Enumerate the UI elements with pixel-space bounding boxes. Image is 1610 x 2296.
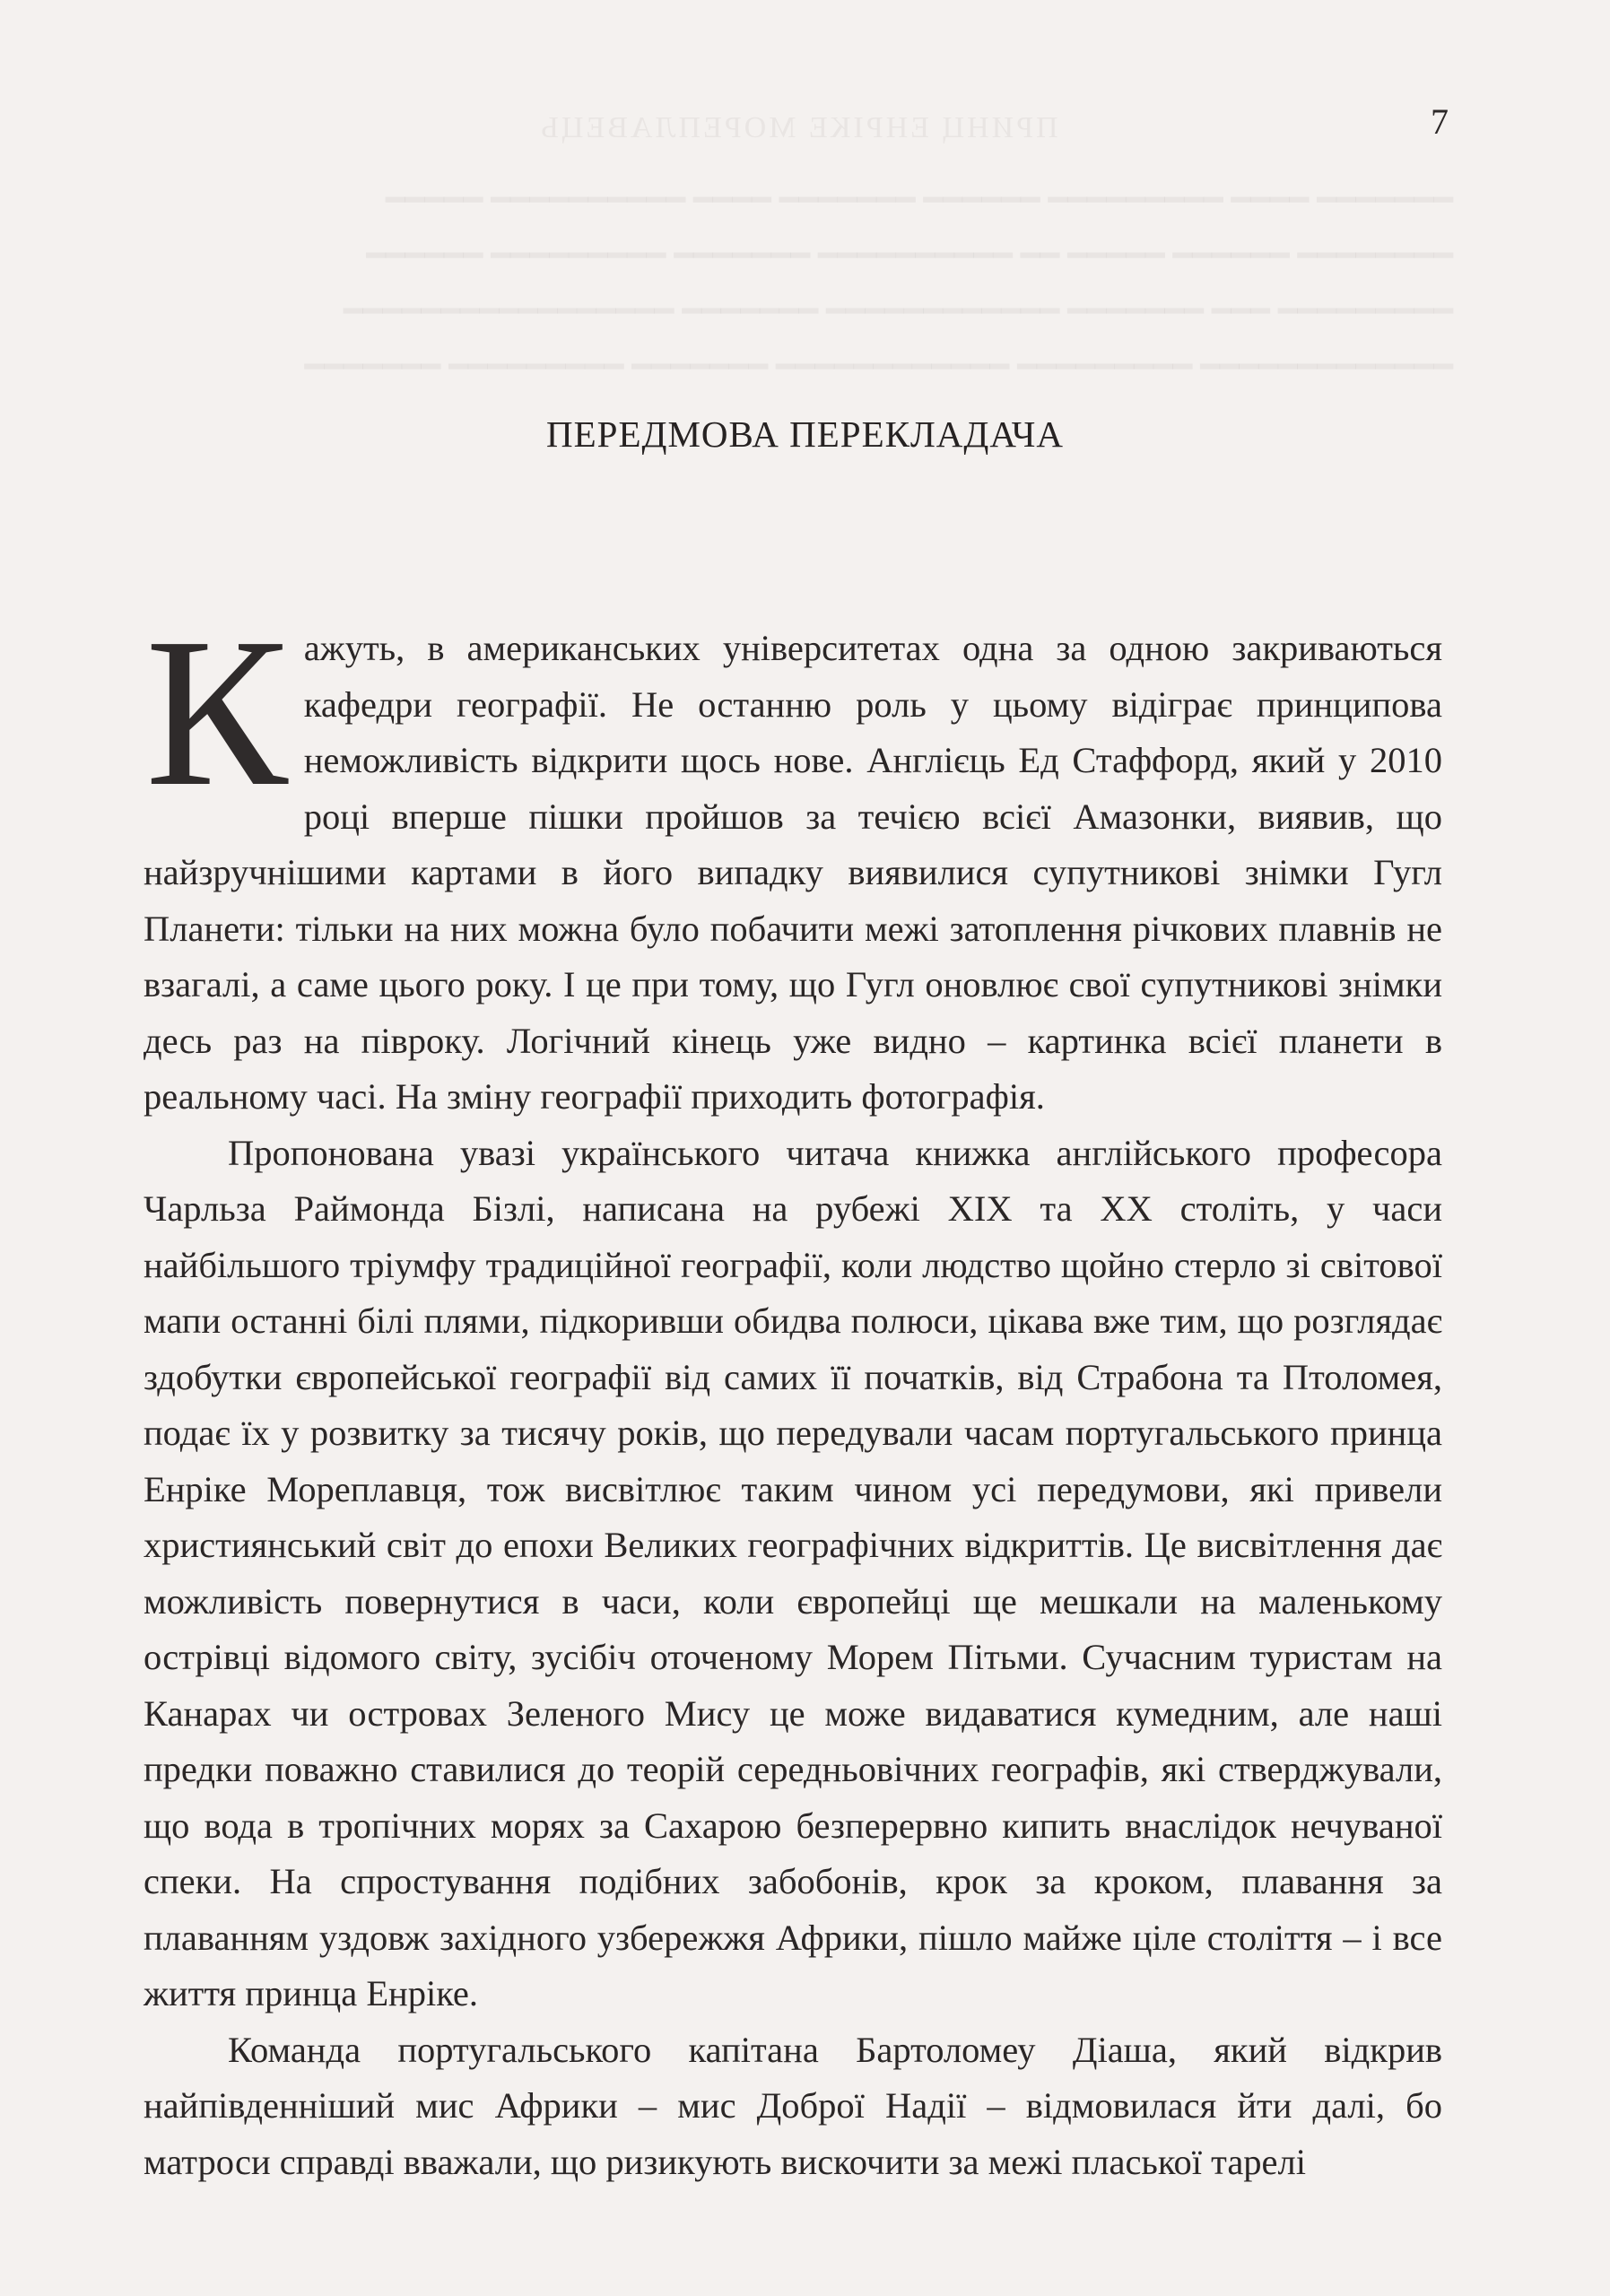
chapter-title: ПЕРЕДМОВА ПЕРЕКЛАДАЧА [545, 413, 1065, 455]
page-number: 7 [1431, 101, 1449, 142]
body-text [144, 595, 1442, 2190]
paragraph: Пропонована увазі українського читача книжка англійського професора Чарльза Раймонда Бізлі, написана на рубежі XIX та XX століть, у часи найбільшого тріумфу традиційної географії, коли людство щойно стерло зі світової мапи останні білі плями, підкоривши обидва полюси, цікава вже тим, що розглядає здобутки європейської географії від самих її початків, від Страбона та Птоломея, подає їх у розвитку за тисячу років, що передували часам португальського принца Енріке Мореплавця, тож висвітлює таким чином усі передумови, які привели християнський світ до епохи Великих географічних відкриттів. Це висвітлення дає можливість повернутися в часи, коли європейці ще мешкали на маленькому острівці відомого світу, зусібіч оточеному Морем Пітьми. Сучасним туристам на Канарах чи островах Зеленого Мису це може видаватися кумедним, але наші предки поважно ставилися до теорій середньовічних географів, які стверджували, що вода в тропічних морях за Сахарою безперервно кипить внаслідок нечуваної спеки. На спростування подібних забобонів, крок за кроком, плавання за плаванням уздовж західного узбережжя Африки, пішло майже ціле століття – і все життя принца Енріке. [144, 1132, 1442, 2013]
paragraph-opening [144, 595, 1442, 1126]
paragraph-opening-text: ажуть, в американських університетах одна за одною закриваються кафедри географії. Не останню роль у цьому відіграє принципова неможливість відкрити щось нове. Англієць Ед Стаффорд, який у 2010 році вперше пішки пройшов за течією всієї Амазонки, виявив, що найзручнішими картами в його випадку виявилися супутникові знімки Гугл Планети: тільки на них можна було побачити межі затоплення річкових плавнів не взагалі, а саме цього року. І це при тому, що Гугл оновлює свої супутникові знімки десь раз на півроку. Логічний кінець уже видно – картинка всієї планети в реальному часі. На зміну географії приходить фотографія. [144, 628, 1442, 1117]
drop-cap-letter: К [145, 595, 288, 831]
paragraph: Команда португальського капітана Бартоломеу Діаша, який відкрив найпівденніший мис Африки – мис Доброї Надії – відмовилася йти далі, бо матроси справді вважали, що ризикують вискочити за межі пласької тарелі [144, 2029, 1442, 2182]
reverse-page-show-through: ПРИНЦ ЕНРІКЕ МОРЕПЛАВЕЦЬ ━━━━━━━ ━━━━ ━━━━━━━━━ ━━━━━━ ━━━━━━━ ━━━━ ━━━━━━━━━━ ━━━━━ ━━━━━━━━ ━━━━━━ ━━━━━ ━━ ━━━━━━━━━━ ━━━━━━━ ━━━━━━━━━ ━━━━━━ ━━━━━━━━━ ━━━ ━━━━━━━ ━━━━━━━━━━━━ ━━━━━━━ ━━━━━━━━━━━━━━━━━ ━━━━━━━━━━━━━ ━━━━━━━━━ ━━━━━━━━━━━━ ━━━━━━━ ━━━━━━━━━ ━━━━━━━ [304, 111, 1453, 385]
